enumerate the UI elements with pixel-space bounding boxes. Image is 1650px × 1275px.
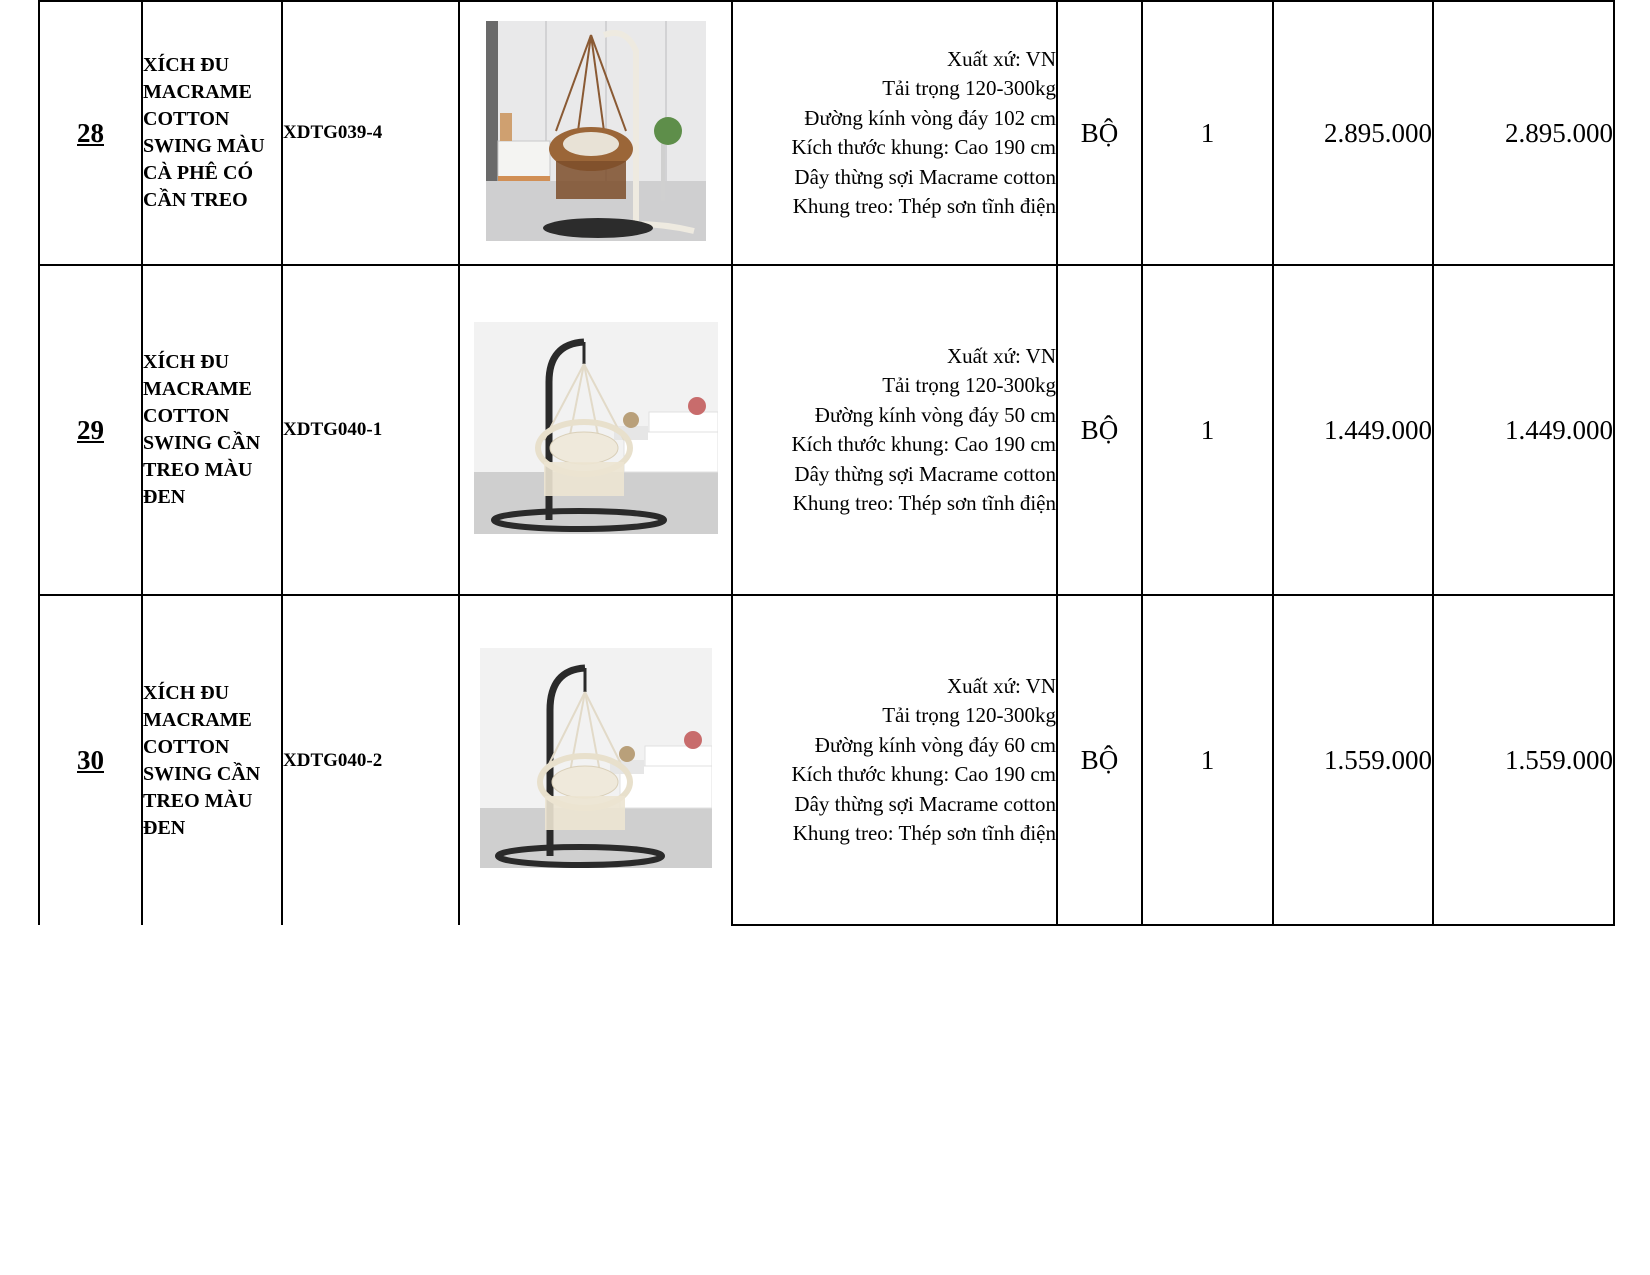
product-code: XDTG040-1 <box>282 265 459 595</box>
desc-line: Xuất xứ: VN <box>947 46 1056 71</box>
line-total: 1.449.000 <box>1433 265 1614 595</box>
desc-line: Dây thừng sợi Macrame cotton <box>794 791 1056 816</box>
quantity: 1 <box>1142 265 1273 595</box>
cream-swing-chair-image <box>480 648 712 868</box>
table-row <box>39 265 1614 595</box>
product-description <box>732 265 1057 595</box>
product-code: XDTG040-2 <box>282 595 459 925</box>
unit-price: 1.449.000 <box>1273 265 1433 595</box>
product-name: XÍCH ĐU MACRAME COTTON SWING CẦN TREO MÀU ĐEN <box>142 595 282 925</box>
product-image-cell <box>459 595 732 925</box>
product-table <box>38 0 1615 926</box>
unit: BỘ <box>1057 265 1142 595</box>
desc-line: Dây thừng sợi Macrame cotton <box>794 461 1056 486</box>
row-number: 29 <box>39 265 142 595</box>
desc-line: Đường kính vòng đáy 102 cm <box>804 105 1056 130</box>
desc-line: Tải trọng 120-300kg <box>882 373 1056 397</box>
quantity: 1 <box>1142 1 1273 265</box>
desc-line: Đường kính vòng đáy 60 cm <box>814 732 1056 757</box>
brown-swing-chair-image <box>486 21 706 241</box>
desc-line: Đường kính vòng đáy 50 cm <box>814 402 1056 427</box>
desc-line: Xuất xứ: VN <box>947 343 1056 368</box>
product-image-cell <box>459 265 732 595</box>
row-number: 30 <box>39 595 142 925</box>
desc-line: Dây thừng sợi Macrame cotton <box>794 164 1056 189</box>
product-description <box>732 595 1057 925</box>
desc-line: Kích thước khung: Cao 190 cm <box>791 762 1056 786</box>
desc-line: Khung treo: Thép sơn tĩnh điện <box>792 821 1056 845</box>
quantity: 1 <box>1142 595 1273 925</box>
product-name: XÍCH ĐU MACRAME COTTON SWING CẦN TREO MÀU ĐEN <box>142 265 282 595</box>
row-number: 28 <box>39 1 142 265</box>
unit-price: 2.895.000 <box>1273 1 1433 265</box>
desc-line: Tải trọng 120-300kg <box>882 703 1056 727</box>
line-total: 1.559.000 <box>1433 595 1614 925</box>
desc-line: Kích thước khung: Cao 190 cm <box>791 135 1056 159</box>
table-row <box>39 1 1614 265</box>
desc-line: Tải trọng 120-300kg <box>882 76 1056 100</box>
product-name: XÍCH ĐU MACRAME COTTON SWING MÀU CÀ PHÊ CÓ CẦN TREO <box>142 1 282 265</box>
desc-line: Khung treo: Thép sơn tĩnh điện <box>792 491 1056 515</box>
table-row <box>39 595 1614 925</box>
desc-line: Khung treo: Thép sơn tĩnh điện <box>792 194 1056 218</box>
unit-price: 1.559.000 <box>1273 595 1433 925</box>
product-image-cell <box>459 1 732 265</box>
unit: BỘ <box>1057 1 1142 265</box>
cream-swing-chair-image <box>474 322 718 534</box>
desc-line: Xuất xứ: VN <box>947 673 1056 698</box>
product-code: XDTG039-4 <box>282 1 459 265</box>
desc-line: Kích thước khung: Cao 190 cm <box>791 432 1056 456</box>
product-description <box>732 1 1057 265</box>
unit: BỘ <box>1057 595 1142 925</box>
line-total: 2.895.000 <box>1433 1 1614 265</box>
